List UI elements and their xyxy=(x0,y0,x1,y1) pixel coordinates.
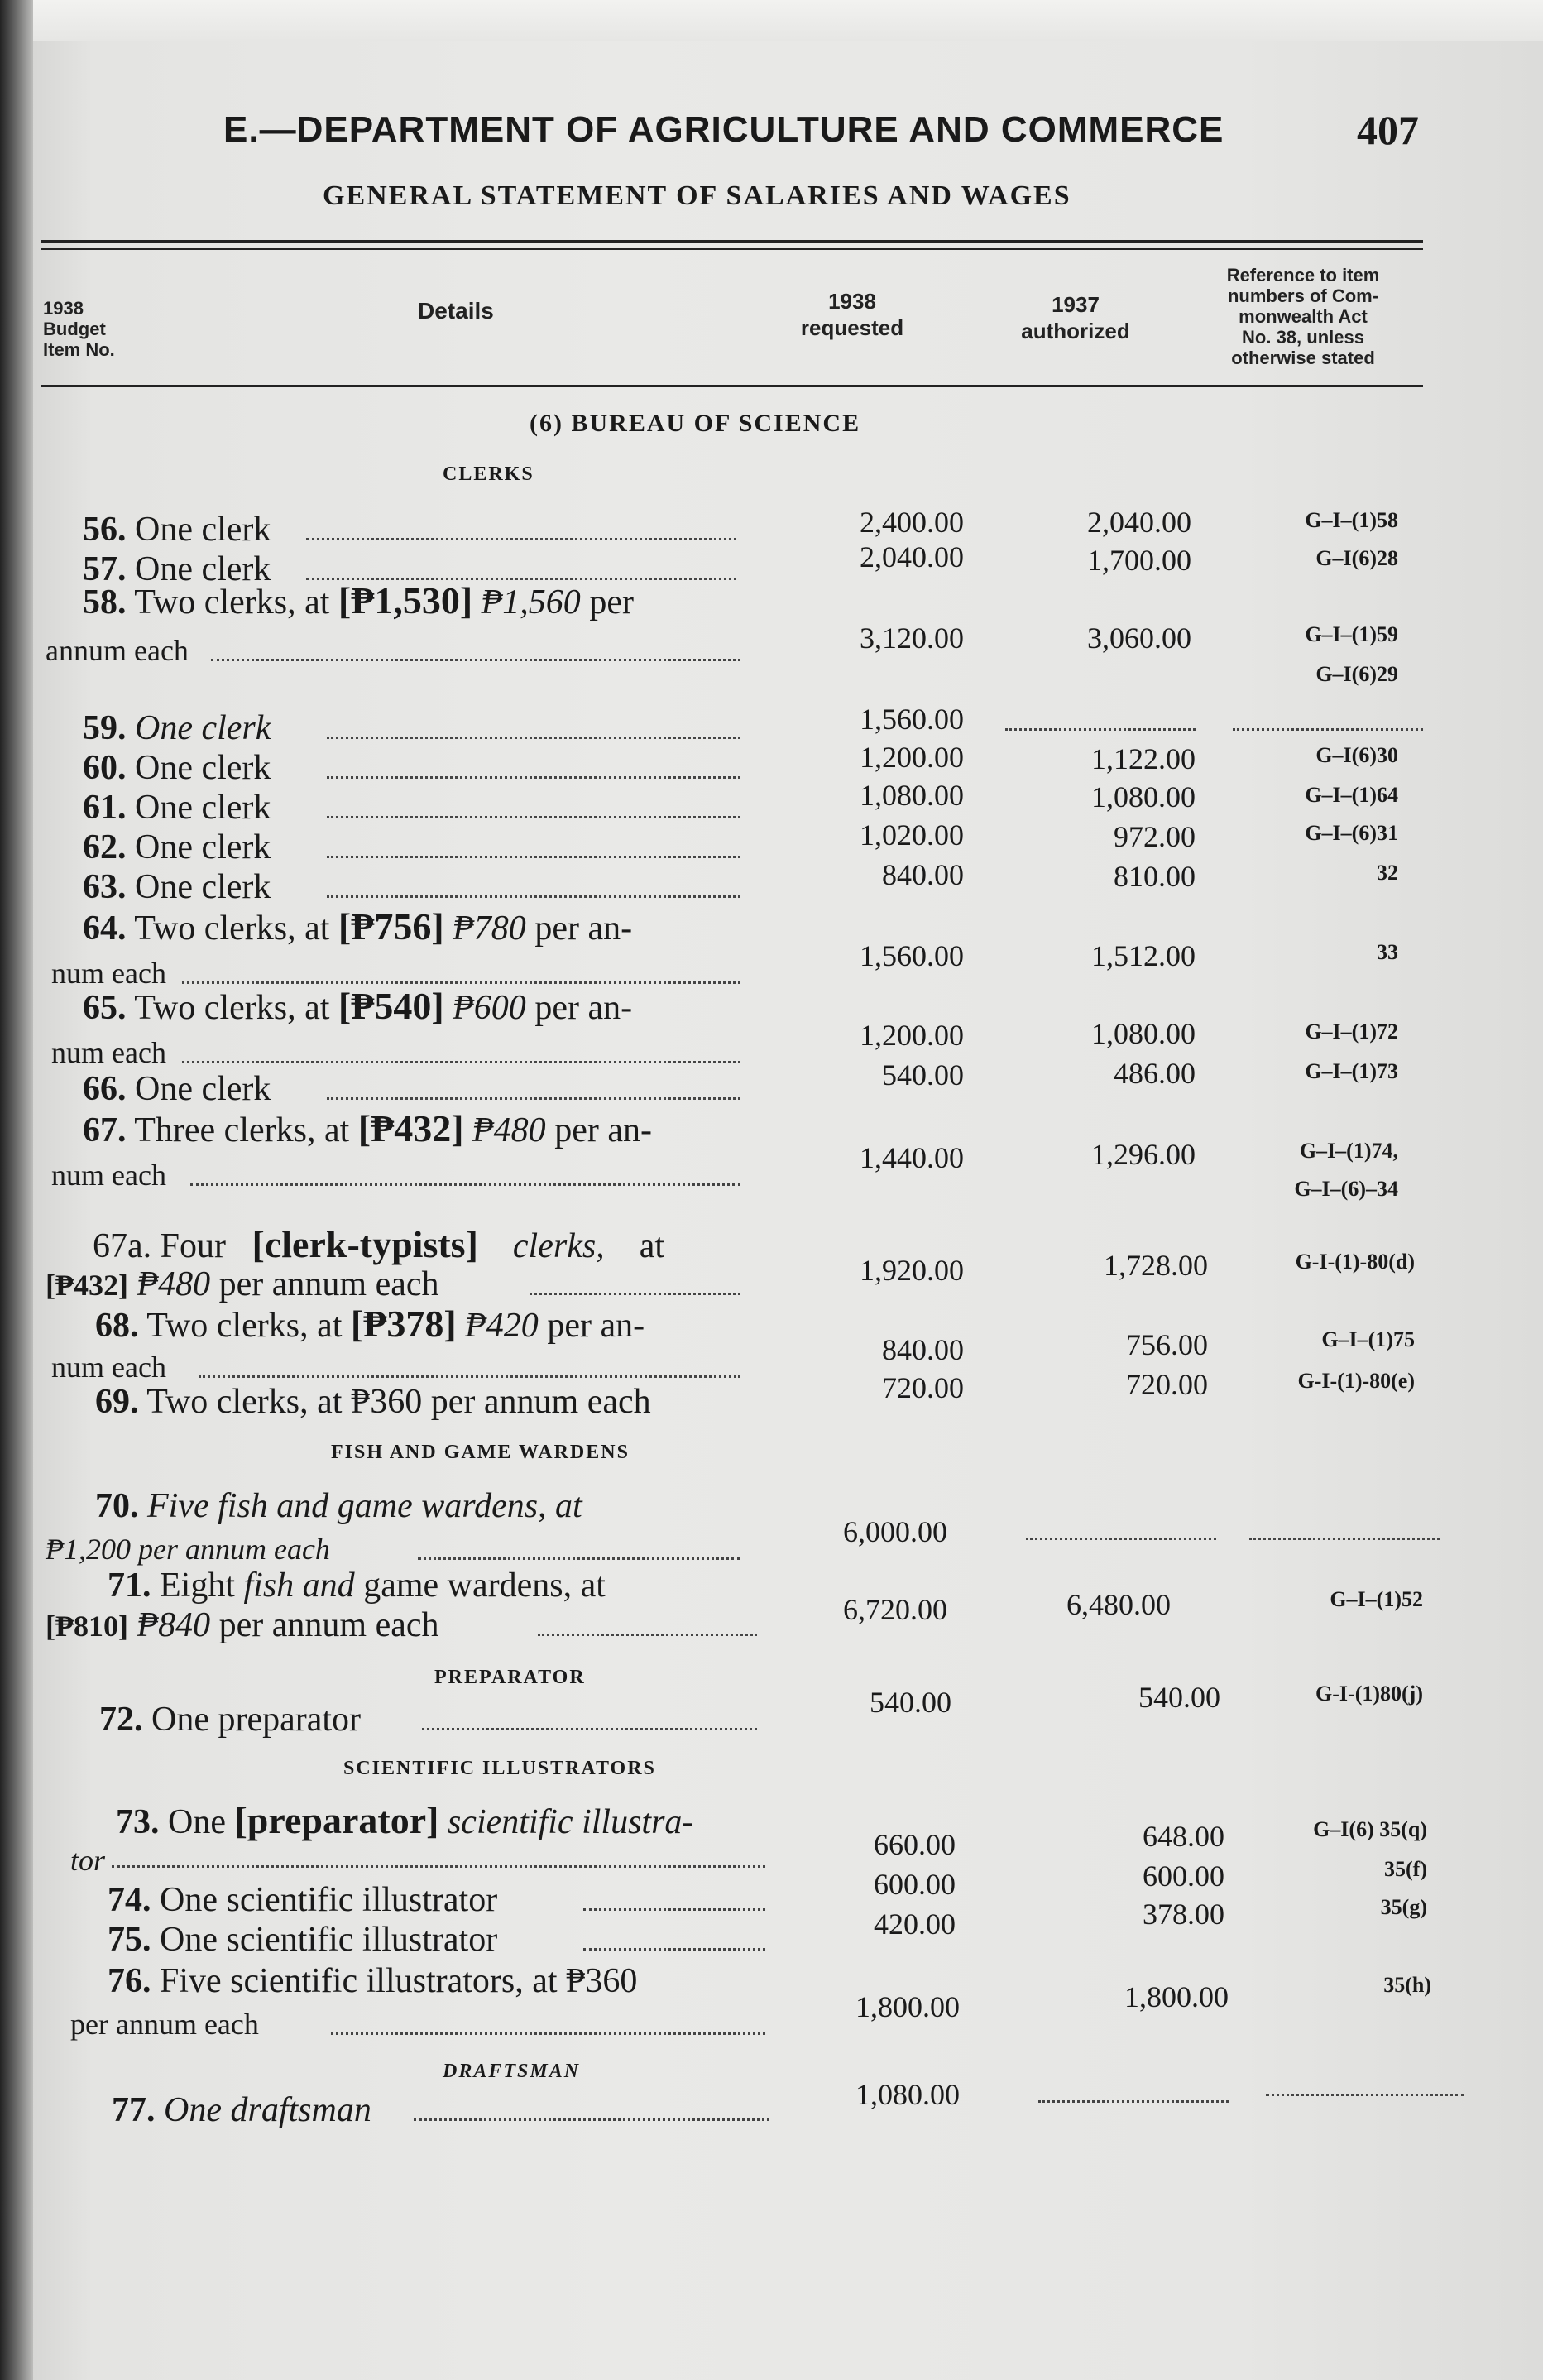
requested-amount: 6,000.00 xyxy=(843,1515,947,1548)
requested-head-line: requested xyxy=(800,315,904,340)
requested-amount: 2,400.00 xyxy=(860,506,964,539)
item-56 xyxy=(83,510,271,549)
leader-dots xyxy=(327,895,740,898)
item-text: Two clerks, at xyxy=(134,989,330,1027)
item-67a xyxy=(93,1225,664,1266)
leader-dots xyxy=(538,1634,757,1636)
authorized-amount: 6,480.00 xyxy=(1066,1588,1171,1621)
leader-dots xyxy=(327,856,740,858)
item-59 xyxy=(83,708,271,748)
requested-amount: 1,200.00 xyxy=(860,741,964,774)
leader-dots xyxy=(530,1293,740,1295)
authorized-amount: 540.00 xyxy=(1138,1681,1220,1714)
authorized-amount: 1,700.00 xyxy=(1087,544,1191,577)
item-70-continuation: ₱1,200 per annum each xyxy=(46,1533,330,1566)
reference-head-line: numbers of Com- xyxy=(1227,286,1379,306)
item-71 xyxy=(108,1566,606,1605)
reference: G–I–(6)–34 xyxy=(1294,1177,1398,1201)
reference: G–I–(1)75 xyxy=(1321,1327,1415,1351)
leader-dots xyxy=(190,1183,740,1186)
item-number: 61. xyxy=(83,789,127,827)
reference: G–I–(1)64 xyxy=(1305,783,1398,807)
leader-dots xyxy=(1233,728,1423,731)
item-67a-continuation xyxy=(46,1264,439,1305)
column-head-details: Details xyxy=(418,298,494,324)
struck-rate: [₱432] xyxy=(46,1269,128,1302)
leader-dots xyxy=(583,1908,765,1911)
item-73-continuation: tor xyxy=(70,1844,106,1877)
item-number: 70. xyxy=(95,1487,139,1525)
authorized-amount: 1,122.00 xyxy=(1091,742,1196,775)
item-64 xyxy=(83,907,632,948)
item-text: One clerk xyxy=(135,789,271,827)
reference: 32 xyxy=(1377,861,1398,885)
leader-dots xyxy=(1026,1538,1216,1540)
item-text: per annum each xyxy=(218,1606,439,1644)
new-rate: ₱1,560 xyxy=(481,583,581,621)
struck-rate: [₱1,530] xyxy=(338,579,473,621)
item-head-line: Budget xyxy=(43,319,106,339)
item-text: One scientific illustrator xyxy=(160,1881,498,1919)
item-73 xyxy=(116,1801,693,1842)
authorized-amount: 810.00 xyxy=(1114,860,1196,893)
requested-amount: 1,200.00 xyxy=(860,1019,964,1052)
column-head-authorized xyxy=(1001,291,1150,344)
item-76 xyxy=(108,1961,637,2001)
item-number: 57. xyxy=(83,550,127,588)
item-70 xyxy=(95,1486,582,1526)
item-text: per an- xyxy=(554,1111,652,1149)
reference: 33 xyxy=(1377,940,1398,964)
subhead-clerks: CLERKS xyxy=(443,463,534,485)
struck-rate: [₱756] xyxy=(338,905,444,948)
authorized-amount: 972.00 xyxy=(1114,820,1196,853)
reference: G–I–(1)59 xyxy=(1305,622,1398,646)
item-66 xyxy=(83,1069,271,1109)
item-number: 56. xyxy=(83,511,127,549)
reference: G-I-(1)80(j) xyxy=(1315,1682,1423,1706)
leader-dots xyxy=(1038,2100,1229,2103)
authorized-amount: 486.00 xyxy=(1114,1057,1196,1090)
leader-dots xyxy=(211,659,740,661)
item-number: 74. xyxy=(108,1881,151,1919)
item-74 xyxy=(108,1880,497,1920)
leader-dots xyxy=(306,538,736,540)
reference: G-I-(1)-80(e) xyxy=(1297,1369,1415,1393)
requested-head-line: 1938 xyxy=(828,289,876,314)
subhead-wardens: FISH AND GAME WARDENS xyxy=(331,1442,630,1463)
item-text: at xyxy=(639,1227,664,1265)
new-rate: ₱480 xyxy=(137,1265,211,1303)
item-head-line: Item No. xyxy=(43,339,115,360)
item-number: 73. xyxy=(116,1803,160,1841)
reference-head-line: otherwise stated xyxy=(1231,348,1375,368)
item-68 xyxy=(95,1304,645,1346)
item-60 xyxy=(83,748,271,788)
item-76-continuation: per annum each xyxy=(70,2008,259,2041)
italic-text: fish and xyxy=(243,1567,355,1605)
authorized-amount: 648.00 xyxy=(1143,1820,1224,1853)
running-head: E.—DEPARTMENT OF AGRICULTURE AND COMMERCE xyxy=(223,109,1224,150)
page-number: 407 xyxy=(1357,107,1419,153)
section-title: (6) BUREAU OF SCIENCE xyxy=(530,410,861,437)
item-text: per an- xyxy=(534,989,633,1027)
requested-amount: 1,020.00 xyxy=(860,818,964,852)
item-text: One preparator xyxy=(151,1701,362,1739)
leader-dots xyxy=(327,1097,740,1100)
item-67-continuation: num each xyxy=(51,1159,166,1192)
leader-dots xyxy=(1266,2094,1464,2096)
item-text: game wardens, at xyxy=(363,1567,606,1605)
item-text: One clerk xyxy=(135,550,271,588)
item-number: 59. xyxy=(83,709,127,747)
item-number: 77. xyxy=(112,2091,156,2129)
item-text: Five fish and game wardens, at xyxy=(147,1487,582,1525)
item-number: 58. xyxy=(83,583,127,621)
item-text: One draftsman xyxy=(164,2091,371,2129)
item-number: 76. xyxy=(108,1962,151,2000)
requested-amount: 3,120.00 xyxy=(860,621,964,655)
item-65-continuation: num each xyxy=(51,1036,166,1069)
struck-rate: [₱540] xyxy=(338,985,444,1027)
reference: G–I(6)28 xyxy=(1315,546,1398,570)
column-head-item xyxy=(43,298,115,360)
requested-amount: 1,800.00 xyxy=(855,1990,960,2023)
leader-dots xyxy=(327,737,740,739)
item-text: Two clerks, at ₱360 per annum each xyxy=(146,1383,651,1421)
reference: 35(f) xyxy=(1384,1857,1427,1881)
leader-dots xyxy=(182,1061,740,1063)
top-rule-thin xyxy=(41,248,1423,250)
leader-dots xyxy=(331,2032,765,2035)
leader-dots xyxy=(182,981,740,984)
statement-subtitle: GENERAL STATEMENT OF SALARIES AND WAGES xyxy=(323,180,1071,211)
new-title: clerks, xyxy=(512,1227,605,1265)
authorized-amount: 3,060.00 xyxy=(1087,621,1191,655)
item-text: Two clerks, at xyxy=(146,1307,343,1345)
page-top-edge xyxy=(0,0,1543,41)
item-67 xyxy=(83,1109,652,1150)
item-77 xyxy=(112,2090,371,2130)
requested-amount: 600.00 xyxy=(874,1868,956,1901)
item-text: One clerk xyxy=(135,511,271,549)
reference: G–I–(1)74, xyxy=(1299,1139,1398,1163)
reference: 35(g) xyxy=(1380,1895,1427,1919)
new-title: scientific illustra- xyxy=(447,1803,694,1841)
authorized-amount: 1,296.00 xyxy=(1091,1138,1196,1171)
reference: G–I–(6)31 xyxy=(1305,821,1398,845)
requested-amount: 1,080.00 xyxy=(855,2078,960,2111)
item-text: One clerk xyxy=(135,828,271,866)
item-text: Three clerks, at xyxy=(134,1111,350,1149)
item-text: One xyxy=(168,1803,226,1841)
leader-dots xyxy=(327,816,740,818)
requested-amount: 420.00 xyxy=(874,1907,956,1941)
reference: G–I(6) 35(q) xyxy=(1313,1817,1427,1841)
reference-head-line: monwealth Act xyxy=(1239,306,1368,327)
item-number: 72. xyxy=(99,1701,143,1739)
item-75 xyxy=(108,1920,497,1960)
item-number: 60. xyxy=(83,749,127,787)
item-text: One clerk xyxy=(135,749,271,787)
authorized-amount: 720.00 xyxy=(1126,1368,1208,1401)
item-number: 64. xyxy=(83,909,127,948)
item-text: Two clerks, at xyxy=(134,909,330,948)
authorized-amount: 378.00 xyxy=(1143,1898,1224,1931)
requested-amount: 1,560.00 xyxy=(860,939,964,972)
authorized-amount: 600.00 xyxy=(1143,1859,1224,1893)
item-text: per annum each xyxy=(218,1265,439,1303)
item-number: 65. xyxy=(83,989,127,1027)
authorized-amount: 1,800.00 xyxy=(1124,1980,1229,2013)
item-58-continuation: annum each xyxy=(46,634,189,667)
reference-head-line: Reference to item xyxy=(1226,265,1380,286)
item-number: 62. xyxy=(83,828,127,866)
authorized-head-line: authorized xyxy=(1021,319,1130,343)
item-number: 71. xyxy=(108,1567,151,1605)
item-68-continuation: num each xyxy=(51,1351,166,1384)
requested-amount: 1,440.00 xyxy=(860,1141,964,1174)
leader-dots xyxy=(418,1557,740,1560)
struck-title: [clerk-typists] xyxy=(252,1223,478,1265)
requested-amount: 6,720.00 xyxy=(843,1593,947,1626)
authorized-head-line: 1937 xyxy=(1052,292,1100,317)
reference: G–I–(1)52 xyxy=(1330,1587,1423,1611)
leader-dots xyxy=(112,1865,765,1868)
item-62 xyxy=(83,828,271,867)
leader-dots xyxy=(1249,1538,1440,1540)
struck-title: [preparator] xyxy=(234,1799,439,1841)
item-number: 69. xyxy=(95,1383,139,1421)
subhead-preparator: PREPARATOR xyxy=(434,1667,586,1688)
struck-rate: [₱810] xyxy=(46,1610,128,1643)
item-number: 67a. xyxy=(93,1227,152,1265)
new-rate: ₱600 xyxy=(453,989,526,1027)
reference: G–I–(1)72 xyxy=(1305,1020,1398,1044)
requested-amount: 1,080.00 xyxy=(860,779,964,812)
leader-dots xyxy=(199,1375,740,1378)
item-number: 68. xyxy=(95,1307,139,1345)
requested-amount: 2,040.00 xyxy=(860,540,964,573)
struck-rate: [₱432] xyxy=(357,1107,464,1149)
new-rate: ₱840 xyxy=(137,1606,211,1644)
head-rule xyxy=(41,385,1423,387)
item-text: Two clerks, at xyxy=(134,583,330,621)
subhead-draftsman: DRAFTSMAN xyxy=(443,2061,581,2082)
new-rate: ₱420 xyxy=(465,1307,539,1345)
requested-amount: 720.00 xyxy=(882,1371,964,1404)
requested-amount: 840.00 xyxy=(882,858,964,891)
item-text: One scientific illustrator xyxy=(160,1921,498,1959)
subhead-illustrators: SCIENTIFIC ILLUSTRATORS xyxy=(343,1758,656,1779)
item-71-continuation xyxy=(46,1605,439,1646)
item-head-line: 1938 xyxy=(43,298,84,319)
requested-amount: 1,920.00 xyxy=(860,1254,964,1287)
item-text: One clerk xyxy=(135,1070,271,1108)
item-63 xyxy=(83,867,271,907)
item-text: per an- xyxy=(534,909,633,948)
item-number: 63. xyxy=(83,868,127,906)
reference: 35(h) xyxy=(1383,1973,1431,1997)
item-text: per an- xyxy=(547,1307,645,1345)
reference: G–I–(1)58 xyxy=(1305,508,1398,532)
authorized-amount: 1,080.00 xyxy=(1091,1017,1196,1050)
authorized-amount: 1,512.00 xyxy=(1091,939,1196,972)
reference: G-I-(1)-80(d) xyxy=(1295,1250,1415,1274)
item-number: 67. xyxy=(83,1111,127,1149)
reference: G–I–(1)73 xyxy=(1305,1059,1398,1083)
leader-dots xyxy=(414,2118,769,2121)
item-number: 66. xyxy=(83,1070,127,1108)
item-69 xyxy=(95,1382,651,1422)
reference: G–I(6)29 xyxy=(1315,662,1398,686)
column-head-reference xyxy=(1183,265,1423,368)
reference-head-line: No. 38, unless xyxy=(1242,327,1364,348)
item-65 xyxy=(83,986,632,1028)
requested-amount: 540.00 xyxy=(870,1686,951,1719)
new-rate: ₱480 xyxy=(472,1111,546,1149)
struck-rate: [₱378] xyxy=(350,1303,457,1345)
leader-dots xyxy=(327,776,740,779)
item-text: Eight xyxy=(160,1567,235,1605)
item-number: 75. xyxy=(108,1921,151,1959)
leader-dots xyxy=(422,1728,757,1730)
item-text: One clerk xyxy=(135,868,271,906)
requested-amount: 840.00 xyxy=(882,1333,964,1366)
book-spine-shadow xyxy=(0,0,33,2380)
leader-dots xyxy=(583,1948,765,1951)
item-61 xyxy=(83,788,271,828)
item-58 xyxy=(83,581,634,622)
new-rate: ₱780 xyxy=(453,909,526,948)
top-rule xyxy=(41,240,1423,243)
item-text: Four xyxy=(160,1227,227,1265)
authorized-amount: 1,728.00 xyxy=(1104,1249,1208,1282)
authorized-amount: 2,040.00 xyxy=(1087,506,1191,539)
column-head-requested xyxy=(778,288,927,341)
reference: G–I(6)30 xyxy=(1315,743,1398,767)
requested-amount: 540.00 xyxy=(882,1058,964,1092)
item-64-continuation: num each xyxy=(51,957,166,990)
requested-amount: 1,560.00 xyxy=(860,703,964,736)
leader-dots xyxy=(1005,728,1196,731)
item-text: One clerk xyxy=(135,709,271,747)
requested-amount: 660.00 xyxy=(874,1828,956,1861)
item-72 xyxy=(99,1700,361,1739)
authorized-amount: 756.00 xyxy=(1126,1328,1208,1361)
authorized-amount: 1,080.00 xyxy=(1091,780,1196,813)
item-text: Five scientific illustrators, at ₱360 xyxy=(160,1962,638,2000)
item-text: per xyxy=(589,583,634,621)
